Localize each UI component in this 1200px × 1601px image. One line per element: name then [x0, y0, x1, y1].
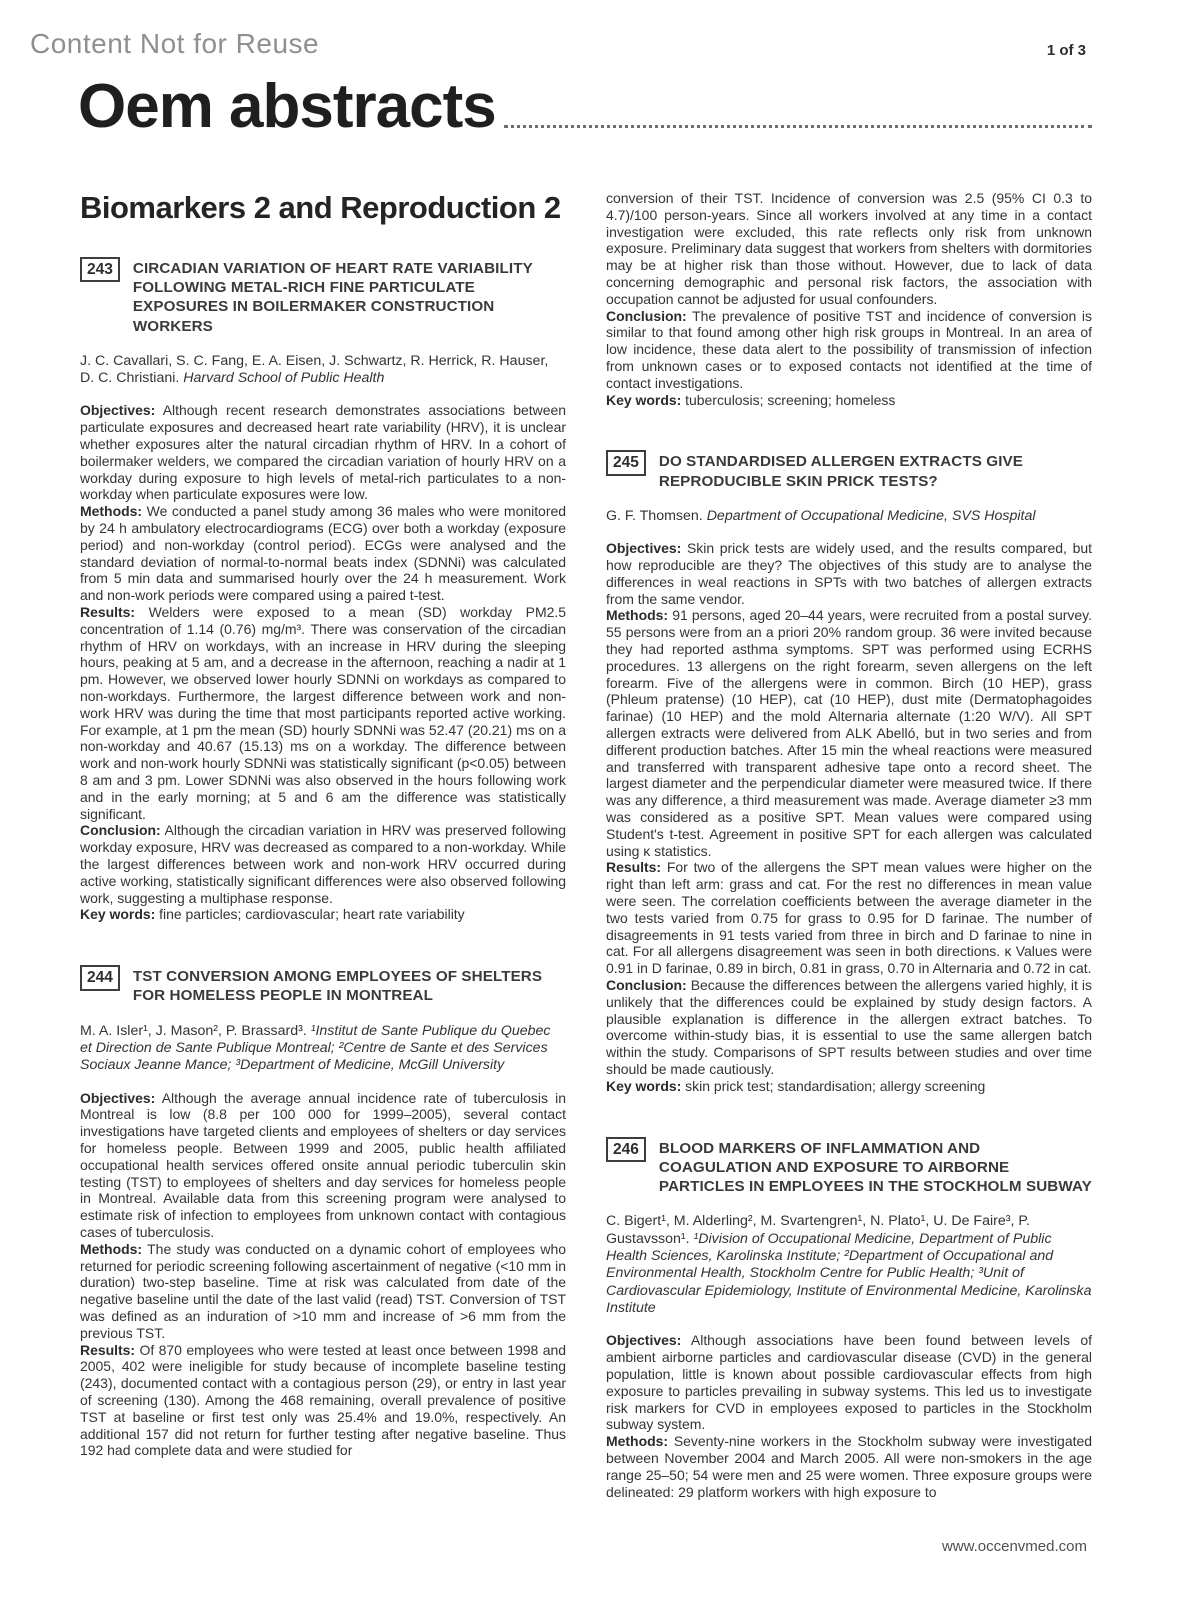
abstract-245 [606, 452, 1092, 1094]
paragraph-label: Results: [80, 1341, 136, 1358]
abstract-title: BLOOD MARKERS OF INFLAMMATION AND COAGULATION AND EXPOSURE TO AIRBORNE PARTICLES IN EMPLOYEES IN THE STOCKHOLM SUBWAY [658, 1139, 1092, 1196]
paragraph-text: The study was conducted on a dynamic cohort of employees who returned for periodic screening following ascertainment of negative (<10 mm in duration) two-step baseline. Time at risk was calculated from date of the negative baseline until the date of the last valid (read) TST. Conversion of TST was defined as an induration of >10 mm and increase of >6 mm from the previous TST. [80, 1240, 566, 1341]
paragraph-label: Objectives: [80, 1089, 156, 1106]
paragraph-text: skin prick test; standardisation; allergy screening [685, 1077, 986, 1094]
author-affiliation: ¹Institut de Sante Publique du Quebec et Direction de Sante Publique Montreal; ²Centre de Sante et des Services Sociaux Jeanne Mance; ³Department of Medicine, McGill University [80, 1022, 551, 1074]
paragraph-label: Methods: [606, 607, 669, 624]
abstract-authors [80, 353, 566, 388]
abstract-244-continued [606, 190, 1092, 408]
abstract-authors [80, 1023, 566, 1075]
para-conclusion [606, 977, 1092, 1078]
author-names: G. F. Thomsen. [606, 507, 703, 524]
paragraph-label: Methods: [606, 1433, 669, 1450]
left-column [80, 190, 566, 1459]
abstract-authors [606, 508, 1092, 525]
abstract-title: TST CONVERSION AMONG EMPLOYEES OF SHELTERS FOR HOMELESS PEOPLE IN MONTREAL [132, 968, 543, 1005]
para-keywords [606, 392, 1092, 409]
para-objectives [80, 402, 566, 503]
content-reuse-watermark: Content Not for Reuse [30, 28, 320, 59]
paragraph-text: Skin prick tests are widely used, and the results compared, but how reproducible are they? The objectives of this study are to analyse the differences in weal reactions in SPTs with two batches of allergen extracts from the same vendor. [606, 540, 1092, 607]
abstract-245-heading [606, 452, 1092, 491]
paragraph-text: Although associations have been found between levels of ambient airborne particles and cardiovascular disease (CVD) in the general population, little is known about possible cardiovascular effects from high exposure to particles prevailing in subway systems. This led us to investigate risk markers for CVD in employees exposed to particles in the Stockholm subway system. [606, 1332, 1092, 1433]
para-conclusion [80, 822, 566, 906]
author-names: J. C. Cavallari, S. C. Fang, E. A. Eisen, J. Schwartz, R. Herrick, R. Hauser, D. C. Christiani. [80, 352, 549, 387]
paragraph-text: Although the average annual incidence rate of tuberculosis in Montreal is low (8.8 per 100 000 for 1999–2005), several contact investigations have targeted clients and employees of shelters or day services for homeless people. Between 1999 and 2005, public health affiliated occupational health services offered onsite annual periodic tuberculin skin testing (TST) to employees of shelters and day services for homeless people in Montreal. Available data from this screening program were analysed to estimate risk of infection to employees from unknown contact with contagious cases of tuberculosis. [80, 1089, 566, 1241]
abstract-243-heading [80, 259, 566, 336]
para-results [606, 859, 1092, 977]
author-names: M. A. Isler¹, J. Mason², P. Brassard³. [80, 1022, 307, 1039]
para-keywords [606, 1078, 1092, 1095]
abstract-243 [80, 259, 566, 924]
para-results [80, 604, 566, 822]
paragraph-label: Results: [80, 604, 136, 621]
author-affiliation: ¹Division of Occupational Medicine, Department of Public Health Sciences, Karolinska Institute; ²Department of Occupational and Environmental Health, Stockholm Centre for Public Health; ³Unit of Cardiovascular Epidemiology, Institute of Environmental Medicine, Karolinska Institute [606, 1230, 1092, 1317]
para-methods [80, 1241, 566, 1342]
para-results [80, 1342, 566, 1460]
para-objectives [606, 1332, 1092, 1433]
paragraph-text: Although the circadian variation in HRV was preserved following workday exposure, HRV was decreased as compared to a non-workday. While the largest differences between work and non-work HRV occurred during active working, statistically significant differences were also observed following work, suggesting a multiphase response. [80, 822, 566, 906]
paragraph-text: fine particles; cardiovascular; heart rate variability [159, 906, 465, 923]
paragraph-text: Of 870 employees who were tested at least once between 1998 and 2005, 402 were ineligible for study because of incomplete baseline testing (243), documented contact with a contagious person (29), or entry in last year of screening (130). Among the 468 remaining, overall prevalence of positive TST at baseline or first test only was 25.4% and 19.0%, respectively. An additional 157 did not return for further testing after negative baseline. Thus 192 had complete data and were studied for [80, 1341, 567, 1459]
author-affiliation: Department of Occupational Medicine, SVS Hospital [706, 507, 1036, 524]
paragraph-label: Conclusion: [606, 976, 687, 993]
journal-website-url: www.occenvmed.com [941, 1538, 1087, 1555]
paragraph-text: Although recent research demonstrates associations between particulate exposures and decreased heart rate variability (HRV), it is unclear whether exposures alter the natural circadian rhythm of HRV. In a cohort of boilermaker welders, we compared the circadian variation of hourly HRV on a workday during exposure to high levels of metal-rich particulates to a non-workday when particulate exposures were low. [80, 402, 566, 503]
abstract-244 [80, 967, 566, 1459]
paragraph-text: For two of the allergens the SPT mean values were higher on the right than left arm: grass and cat. For the rest no differences in mean value were seen. The correlation coefficients between the average diameter in the two tests varied from 0.75 for grass to 0.95 for D farinae. The number of disagreements in 91 tests varied from three in birch and D farinae to nine in cat. For all allergens disagreement was seen in both directions. κ Values were 0.91 in D farinae, 0.89 in birch, 0.81 in grass, 0.70 in Alternaria and 0.72 in cat. [606, 859, 1092, 977]
paragraph-label: Conclusion: [606, 307, 687, 324]
para-methods [606, 1433, 1092, 1500]
para-objectives [606, 540, 1092, 607]
paragraph-text: conversion of their TST. Incidence of conversion was 2.5 (95% CI 0.3 to 4.7)/100 person-years. Since all workers involved at any time in a contact investigation were excluded, this rate reflects only risk from unknown exposure. Preliminary data suggest that workers from shelters with dormitories may be at higher risk than those without. However, due to lack of data concerning demographic and personal risk factors, the association with occupation cannot be adjusted for usual confounders. [606, 190, 1092, 307]
paragraph-label: Methods: [80, 1240, 143, 1257]
right-column [606, 190, 1092, 1500]
paragraph-text: Seventy-nine workers in the Stockholm subway were investigated between November 2004 and March 2005. All were non-smokers in the age range 25–50; 54 were men and 25 were women. Three exposure groups were delineated: 29 platform workers with high exposure to [606, 1433, 1092, 1500]
abstract-244-heading [80, 967, 566, 1006]
paragraph-label: Key words: [606, 391, 682, 408]
abstract-246-heading [606, 1139, 1092, 1197]
abstract-number-badge: 246 [606, 1137, 646, 1163]
journal-masthead [78, 74, 1092, 139]
paragraph-text: 91 persons, aged 20–44 years, were recruited from a postal survey. 55 persons were from an a priori 20% random group. 36 were invited because they had reported asthma symptoms. SPT was performed using ECRHS procedures. 13 allergens on the right forearm, seven allergens on the left forearm. Five of the allergens were in common. Birch (10 HEP), grass (Phleum pratense) (10 HEP), cat (10 HEP), dust mite (Dermatophagoides farinae) (10 HEP) and the mold Alternaria alternate (1:20 W/V). All SPT allergen extracts were delivered from ALK Abelló, but in two series and from different production batches. After 15 min the wheal reactions were measured and transferred with transparent adhesive tape onto a record sheet. The largest diameter and the perpendicular diameter were measured twice. If there was any difference, a third measurement was made. Average diameter ≥3 mm was considered as a positive SPT. Mean values were compared using Student's t-test. Agreement in positive SPT for each allergen was calculated using κ statistics. [606, 607, 1092, 859]
para-keywords [80, 906, 566, 923]
paragraph-label: Conclusion: [80, 822, 161, 839]
author-affiliation: Harvard School of Public Health [183, 370, 385, 387]
para-methods [80, 503, 566, 604]
para-results-continued [606, 190, 1092, 308]
paragraph-label: Methods: [80, 503, 143, 520]
paragraph-label: Objectives: [80, 402, 156, 419]
abstract-number-badge: 243 [80, 257, 120, 283]
para-conclusion [606, 308, 1092, 392]
author-names: C. Bigert¹, M. Alderling², M. Svartengren¹, N. Plato¹, U. De Faire³, P. Gustavsson¹. [606, 1213, 1030, 1247]
paragraph-text: Welders were exposed to a mean (SD) workday PM2.5 concentration of 1.14 (0.76) mg/m³. There was conservation of the circadian rhythm of HRV on workdays, with an increase in HRV during the sleeping hours, peaking at 5 am, and a decrease in the afternoon, reaching a nadir at 1 pm. However, we observed lower hourly SDNNi on workdays as compared to non-workdays. Furthermore, the largest difference between work and non-work HRV was during the time that most participants reported active working. For example, at 1 pm the mean (SD) hourly SDNNi was 52.47 (20.21) ms on a non-workday and 40.67 (15.13) ms on a workday. The difference between work and non-work hourly SDNNi was statistically significant (p<0.05) between 8 am and 3 pm. Lower SDNNi was also observed in the hours following work and in the early morning; at 5 and 6 am the difference was statistically significant. [80, 604, 567, 822]
paragraph-label: Objectives: [606, 540, 682, 557]
abstract-title: DO STANDARDISED ALLERGEN EXTRACTS GIVE REPRODUCIBLE SKIN PRICK TESTS? [658, 453, 1023, 490]
abstract-authors [606, 1213, 1092, 1317]
paragraph-label: Key words: [606, 1077, 682, 1094]
abstract-title: CIRCADIAN VARIATION OF HEART RATE VARIABILITY FOLLOWING METAL-RICH FINE PARTICULATE EXPOSURES IN BOILERMAKER CONSTRUCTION WORKERS [132, 259, 533, 335]
session-title: Biomarkers 2 and Reproduction 2 [80, 190, 561, 225]
paragraph-label: Objectives: [606, 1332, 682, 1349]
dotted-leader-rule [504, 125, 1092, 128]
paragraph-text: Because the differences between the allergens varied highly, it is unlikely that the differences could be explained by study design factors. A plausible explanation is difference in the allergen extract batches. To overcome within-study bias, it is essential to use the same allergen batch within the study. Comparisons of SPT results between studies and over time should be made cautiously. [606, 976, 1092, 1077]
para-objectives [80, 1090, 566, 1241]
paragraph-label: Key words: [80, 906, 156, 923]
abstract-246 [606, 1139, 1092, 1501]
para-methods [606, 607, 1092, 859]
paragraph-label: Results: [606, 859, 662, 876]
abstract-number-badge: 245 [606, 450, 646, 476]
journal-title: Oem abstracts [78, 72, 496, 141]
paragraph-text: The prevalence of positive TST and incidence of conversion is similar to that found among other high risk groups in Montreal. In an area of low incidence, these data alert to the possibility of transmission of infection from unknown cases or to exposed contacts not identified at the time of contact investigations. [606, 307, 1093, 391]
paragraph-text: tuberculosis; screening; homeless [685, 391, 896, 408]
page-number: 1 of 3 [1046, 42, 1086, 59]
paragraph-text: We conducted a panel study among 36 males who were monitored by 24 h ambulatory electrocardiograms (ECG) over both a workday (exposure period) and non-workday (control period). ECGs were analysed and the standard deviation of normal-to-normal beats index (SDNNi) was calculated from 5 min data and summarised hourly over the 24 h measurement. Work and non-work periods were compared using a paired t-test. [80, 503, 567, 604]
abstract-number-badge: 244 [80, 965, 120, 991]
